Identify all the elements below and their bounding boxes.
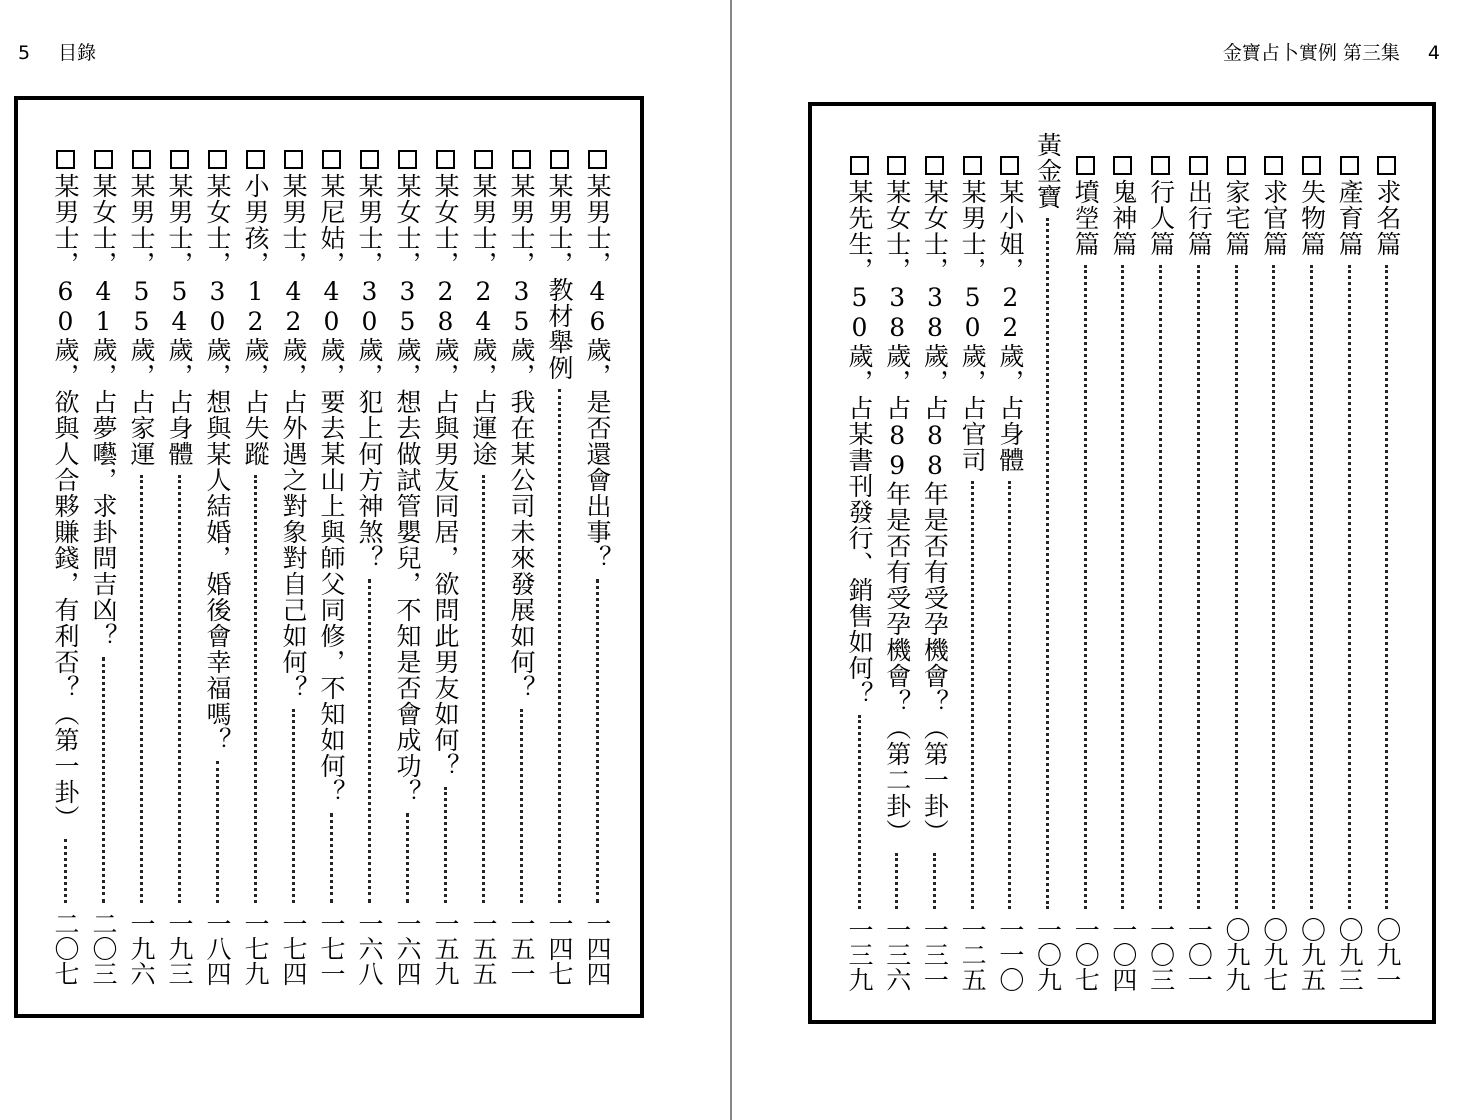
checkbox-square-icon (474, 150, 493, 169)
toc-entry-title: 某男士，54歲，占身體 (165, 173, 194, 467)
toc-entry-title: 某男士，35歲，我在某公司未來發展如何？ (507, 173, 536, 701)
toc-entry (162, 150, 196, 986)
toc-entry-title-wrap (86, 150, 120, 649)
toc-entry-title-wrap (842, 156, 876, 707)
dot-leader (558, 389, 561, 903)
checkbox-square-icon (850, 156, 869, 175)
toc-entry-title-wrap (200, 150, 234, 753)
dot-leader (406, 813, 409, 903)
toc-entry-page-number: 〇九九 (1222, 917, 1252, 992)
checkbox-square-icon (1302, 156, 1321, 175)
checkbox-square-icon (963, 156, 982, 175)
toc-entry-title: 某女士，35歲，想去做試管嬰兒，不知是否會成功？ (393, 173, 422, 805)
checkbox-square-icon (925, 156, 944, 175)
toc-entry (1219, 156, 1253, 992)
toc-entry-title-wrap (1106, 156, 1140, 257)
left-page-number: 5 (18, 42, 31, 64)
dot-leader (1121, 265, 1124, 909)
dot-leader (330, 813, 333, 903)
dot-leader (216, 761, 219, 903)
checkbox-square-icon (360, 150, 379, 169)
checkbox-square-icon (550, 150, 569, 169)
toc-entry-page-number: 二〇三 (89, 911, 118, 986)
checkbox-square-icon (398, 150, 417, 169)
toc-entry-title-wrap (880, 156, 914, 845)
toc-entry (1294, 156, 1328, 992)
toc-entry (238, 150, 272, 986)
toc-entry-title: 某男士，30歲，犯上何方神煞？ (355, 173, 384, 571)
toc-entry-title: 某女士，28歲，占與男友同居，欲問此男友如何？ (431, 173, 460, 779)
toc-entry-page-number: 一六四 (393, 911, 422, 986)
right-page-title: 金寶占卜實例 第三集 (1222, 42, 1400, 64)
dot-leader (933, 853, 936, 909)
toc-entry-title-wrap (1031, 132, 1065, 210)
dot-leader (444, 787, 447, 903)
right-toc-frame (808, 102, 1436, 1024)
toc-entry (542, 150, 576, 986)
toc-entry (276, 150, 310, 986)
toc-entry-title: 某男士，46歲，是否還會出事？ (583, 173, 612, 571)
dot-leader (1046, 218, 1049, 909)
toc-entry (1068, 156, 1102, 992)
toc-entry-title-wrap (993, 156, 1027, 473)
toc-entry-title-wrap (1219, 156, 1253, 257)
toc-entry (993, 156, 1027, 992)
checkbox-square-icon (1076, 156, 1095, 175)
right-toc-list (842, 132, 1404, 992)
toc-entry (1370, 156, 1404, 992)
toc-entry-title: 某男士，24歲，占運途 (469, 173, 498, 467)
toc-entry (314, 150, 348, 986)
toc-entry-page-number: 一六八 (355, 911, 384, 986)
toc-entry-title: 某男士，50歲，占官司 (958, 179, 988, 473)
dot-leader (1348, 265, 1351, 909)
toc-entry-title: 黃金寶 (1033, 132, 1063, 210)
toc-entry-title: 行人篇 (1146, 179, 1176, 257)
checkbox-square-icon (1340, 156, 1359, 175)
checkbox-square-icon (1113, 156, 1132, 175)
dot-leader (482, 475, 485, 903)
checkbox-square-icon (246, 150, 265, 169)
checkbox-square-icon (132, 150, 151, 169)
toc-entry-page-number: 一五五 (469, 911, 498, 986)
toc-entry (86, 150, 120, 986)
toc-entry-title-wrap (124, 150, 158, 467)
right-page-header (1223, 38, 1440, 65)
toc-entry (1106, 156, 1140, 992)
toc-entry (390, 150, 424, 986)
toc-entry-title-wrap (428, 150, 462, 779)
toc-entry-title: 某小姐，22歲，占身體 (995, 179, 1025, 473)
right-page-number: 4 (1427, 42, 1440, 64)
toc-entry (48, 150, 82, 986)
toc-entry (428, 150, 462, 986)
dot-leader (596, 579, 599, 903)
dot-leader (1197, 265, 1200, 909)
left-page-title: 目錄 (58, 42, 97, 64)
checkbox-square-icon (56, 150, 75, 169)
toc-entry-title: 求官篇 (1259, 179, 1289, 257)
toc-entry-page-number: 一九三 (165, 911, 194, 986)
toc-entry-page-number: 一五九 (431, 911, 460, 986)
toc-entry (842, 156, 876, 992)
toc-entry-title-wrap (48, 150, 82, 831)
checkbox-square-icon (588, 150, 607, 169)
toc-entry-title: 求名篇 (1372, 179, 1402, 257)
checkbox-square-icon (1227, 156, 1246, 175)
toc-entry-title: 某女士，41歲，占夢囈，求卦問吉凶？ (89, 173, 118, 649)
dot-leader (1159, 265, 1162, 909)
toc-entry-title-wrap (1294, 156, 1328, 257)
toc-entry-title-wrap (162, 150, 196, 467)
dot-leader (858, 715, 861, 909)
toc-entry-title-wrap (352, 150, 386, 571)
toc-entry-page-number: 一〇七 (1071, 917, 1101, 992)
dot-leader (1385, 265, 1388, 909)
dot-leader (895, 853, 898, 909)
dot-leader (178, 475, 181, 903)
checkbox-square-icon (887, 156, 906, 175)
dot-leader (971, 481, 974, 909)
toc-entry-title: 墳塋篇 (1071, 179, 1101, 257)
toc-entry-title: 失物篇 (1297, 179, 1327, 257)
toc-entry-page-number: 一〇三 (1146, 917, 1176, 992)
dot-leader (1008, 481, 1011, 909)
toc-entry (1144, 156, 1178, 992)
toc-entry-title: 鬼神篇 (1108, 179, 1138, 257)
toc-entry (880, 156, 914, 992)
checkbox-square-icon (1000, 156, 1019, 175)
toc-entry-page-number: 一三九 (845, 917, 874, 992)
toc-entry-title: 某男士，55歲，占家運 (127, 173, 156, 467)
toc-entry (955, 156, 989, 992)
toc-entry-title: 某女士，38歲，占89年是否有受孕機會？（第二卦） (882, 179, 912, 845)
checkbox-square-icon (1264, 156, 1283, 175)
toc-entry-title: 某女士，38歲，占88年是否有受孕機會？（第一卦） (920, 179, 950, 845)
book-spine (730, 0, 732, 1120)
toc-entry-title: 家宅篇 (1222, 179, 1252, 257)
toc-entry-page-number: 一七一 (317, 911, 346, 986)
toc-entry (504, 150, 538, 986)
toc-entry-page-number: 〇九七 (1259, 917, 1289, 992)
checkbox-square-icon (208, 150, 227, 169)
left-toc-frame (14, 96, 644, 1018)
toc-entry-title: 小男孩，12歲，占失蹤 (241, 173, 270, 467)
toc-entry-title-wrap (466, 150, 500, 467)
toc-entry-title-wrap (390, 150, 424, 805)
toc-entry-title-wrap (1181, 156, 1215, 257)
toc-entry-page-number: 一〇一 (1184, 917, 1214, 992)
toc-entry-title-wrap (1068, 156, 1102, 257)
checkbox-square-icon (512, 150, 531, 169)
dot-leader (254, 475, 257, 903)
toc-entry-title: 某女士，30歲，想與某人結婚，婚後會幸福嗎？ (203, 173, 232, 753)
dot-leader (1084, 265, 1087, 909)
toc-entry-page-number: 一四七 (545, 911, 574, 986)
dot-leader (292, 709, 295, 903)
checkbox-square-icon (322, 150, 341, 169)
toc-entry-title-wrap (1370, 156, 1404, 257)
toc-entry-title-wrap (955, 156, 989, 473)
toc-entry-title: 某男士，教材舉例 (545, 173, 574, 381)
toc-section-heading (1031, 132, 1065, 992)
toc-entry-title-wrap (1257, 156, 1291, 257)
dot-leader (1235, 265, 1238, 909)
toc-entry-title-wrap (504, 150, 538, 701)
left-toc-list (48, 150, 614, 986)
toc-entry-title-wrap (1144, 156, 1178, 257)
toc-entry-page-number: 一〇九 (1033, 917, 1063, 992)
dot-leader (64, 839, 67, 903)
toc-entry-title-wrap (1332, 156, 1366, 257)
toc-entry (352, 150, 386, 986)
toc-entry-title: 出行篇 (1184, 179, 1214, 257)
toc-entry (1181, 156, 1215, 992)
checkbox-square-icon (170, 150, 189, 169)
toc-entry-page-number: 〇九五 (1297, 917, 1327, 992)
dot-leader (1272, 265, 1275, 909)
toc-entry (466, 150, 500, 986)
toc-entry-page-number: 一三一 (920, 917, 950, 992)
toc-entry-title-wrap (917, 156, 951, 845)
toc-entry-title: 某先生，50歲，占某書刊發行、銷售如何？ (845, 179, 874, 707)
toc-entry-page-number: 一一〇 (995, 917, 1025, 992)
toc-entry-title-wrap (580, 150, 614, 571)
toc-entry (200, 150, 234, 986)
dot-leader (368, 579, 371, 903)
toc-entry-page-number: 一〇四 (1108, 917, 1138, 992)
checkbox-square-icon (1377, 156, 1396, 175)
checkbox-square-icon (1189, 156, 1208, 175)
toc-entry-page-number: 一八四 (203, 911, 232, 986)
toc-entry-title: 某尼姑，40歲，要去某山上與師父同修，不知如何？ (317, 173, 346, 805)
toc-entry (1332, 156, 1366, 992)
checkbox-square-icon (1151, 156, 1170, 175)
dot-leader (1310, 265, 1313, 909)
dot-leader (102, 657, 105, 903)
toc-entry (1257, 156, 1291, 992)
dot-leader (520, 709, 523, 903)
toc-entry-page-number: 一七四 (279, 911, 308, 986)
toc-entry (580, 150, 614, 986)
toc-entry-page-number: 一四四 (583, 911, 612, 986)
toc-entry-title-wrap (542, 150, 576, 381)
checkbox-square-icon (94, 150, 113, 169)
toc-entry (917, 156, 951, 992)
toc-entry-page-number: 一九六 (127, 911, 156, 986)
toc-entry-page-number: 一七九 (241, 911, 270, 986)
toc-entry-page-number: 一五一 (507, 911, 536, 986)
toc-entry-page-number: 二〇七 (51, 911, 80, 986)
toc-entry-title-wrap (238, 150, 272, 467)
toc-entry-title: 某男士，60歲，欲與人合夥賺錢，有利否？（第一卦） (51, 173, 80, 831)
toc-entry-title-wrap (314, 150, 348, 805)
checkbox-square-icon (436, 150, 455, 169)
toc-entry-title: 某男士，42歲，占外遇之對象對自己如何？ (279, 173, 308, 701)
toc-entry-page-number: 一二五 (958, 917, 988, 992)
toc-entry-page-number: 一三六 (882, 917, 912, 992)
toc-entry-title-wrap (276, 150, 310, 701)
toc-entry (124, 150, 158, 986)
toc-entry-title: 產育篇 (1335, 179, 1365, 257)
left-page-header (18, 38, 96, 65)
toc-entry-page-number: 〇九一 (1372, 917, 1402, 992)
dot-leader (140, 475, 143, 903)
toc-entry-page-number: 〇九三 (1335, 917, 1365, 992)
checkbox-square-icon (284, 150, 303, 169)
